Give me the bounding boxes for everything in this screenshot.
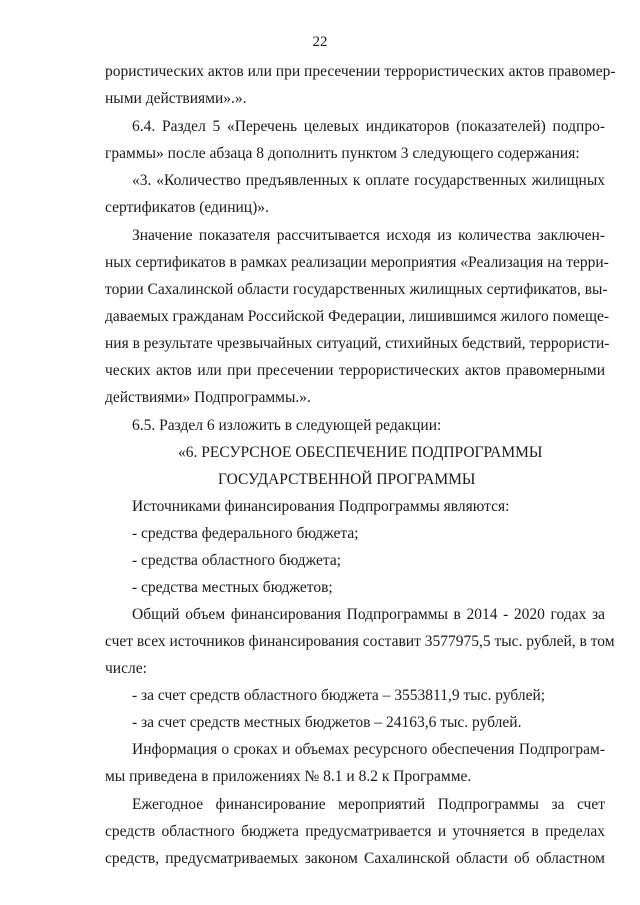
text-line: даваемых гражданам Российской Федерации, лишившимся жилого помеще- [105, 308, 610, 325]
text-line: мы приведена в приложениях № 8.1 и 8.2 к Программе. [105, 768, 472, 785]
text-line: граммы» после абзаца 8 дополнить пунктом 3 следующего содержания: [105, 145, 580, 162]
text-line: ными действиями».». [105, 90, 247, 107]
text-line: 6.4. Раздел 5 «Перечень целевых индикаторов (показателей) подпро- [132, 118, 605, 135]
text-line: ния в результате чрезвычайных ситуаций, стихийных бедствий, террористи- [105, 335, 610, 352]
page-number: 22 [312, 34, 328, 50]
text-line: - за счет средств местных бюджетов – 24163,6 тыс. рублей. [132, 714, 522, 731]
text-line: «3. «Количество предъявленных к оплате государственных жилищных [132, 172, 605, 189]
text-line: тории Сахалинской области государственных жилищных сертификатов, вы- [105, 281, 608, 298]
text-line: «6. РЕСУРСНОЕ ОБЕСПЕЧЕНИЕ ПОДПРОГРАММЫ [178, 444, 543, 461]
text-line: ческих актов или при пресечении террористических актов правомерными [105, 362, 605, 379]
text-line: Источниками финансирования Подпрограммы являются: [132, 498, 510, 515]
text-line: рористических актов или при пресечении террористических актов правомер- [105, 63, 616, 80]
text-line: Значение показателя рассчитывается исходя из количества заключен- [132, 227, 605, 244]
text-line: средств областного бюджета предусматривается и уточняется в пределах [105, 823, 605, 840]
text-line: 6.5. Раздел 6 изложить в следующей редакции: [132, 417, 442, 434]
text-line: средств, предусматриваемых законом Сахалинской области об областном [105, 850, 605, 867]
text-line: ГОСУДАРСТВЕННОЙ ПРОГРАММЫ [218, 471, 476, 488]
text-line: действиями» Подпрограммы.». [105, 389, 311, 406]
text-line: Ежегодное финансирование мероприятий Подпрограммы за счет [132, 796, 605, 813]
text-line: числе: [105, 660, 147, 677]
text-line: - средства областного бюджета; [132, 552, 342, 569]
text-line: ных сертификатов в рамках реализации мероприятия «Реализация на терри- [105, 254, 609, 271]
text-line: счет всех источников финансирования составит 3577975,5 тыс. рублей, в том [105, 633, 615, 650]
text-line: сертификатов (единиц)». [105, 199, 269, 216]
text-line: Информация о сроках и объемах ресурсного обеспечения Подпрограм- [132, 741, 605, 758]
text-line: - средства местных бюджетов; [132, 579, 333, 596]
text-line: Общий объем финансирования Подпрограммы в 2014 - 2020 годах за [132, 606, 605, 623]
text-line: - за счет средств областного бюджета – 3553811,9 тыс. рублей; [132, 687, 546, 704]
text-line: - средства федерального бюджета; [132, 525, 359, 542]
